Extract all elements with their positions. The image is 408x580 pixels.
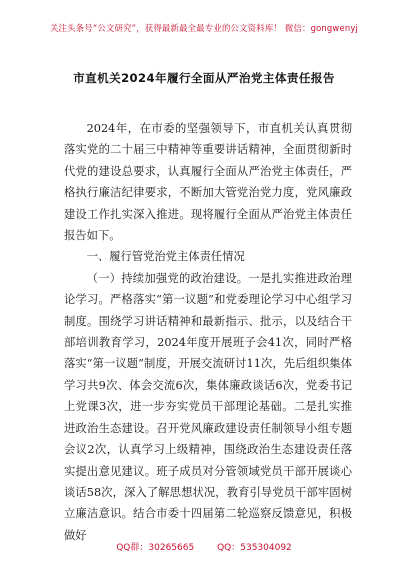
qq-contact-text: QQ：535304092 xyxy=(217,543,292,553)
qq-group-text: QQ群：30265665 xyxy=(116,543,195,553)
promo-banner: 关注头条号“公文研究”，获得最新最全最专业的公文资料库！ 微信：gongwenyj xyxy=(49,23,359,33)
document-body xyxy=(64,118,352,546)
section-heading: 一、履行管党治党主体责任情况 xyxy=(86,250,245,264)
document-title: 市直机关2024年履行全面从严治党主体责任报告 xyxy=(73,71,335,85)
section-paragraph: （一）持续加强党的政治建设。一是扎实推进政治理论学习。严格落实“第一议题”和党委理论学习中心组学习制度。围绕学习讲话精神和最新指示、批示，以及结合干部培训教育学习，2024年度开展班子会41次，同时严格落实“第一议题”制度，开展交流研讨11次，先后组织集体学习共9次、体会交流6次，集体廉政谈话6次，党委书记上党课3次，进一步夯实党员干部理论基础。二是扎实推进政治生态建设。召开党风廉政建设责任制领导小组专题会议2次，认真学习上级精神，围绕政治生态建设责任落实提出意见建议。班子成员对分管领域党员干部开展谈心谈话58次，深入了解思想状况，教育引导党员干部牢固树立廉洁意识。结合市委十四届第二轮巡察反馈意见，积极做好 xyxy=(64,271,352,542)
contact-footer xyxy=(0,540,408,553)
intro-paragraph: 2024年，在市委的坚强领导下，市直机关认真贯彻落实党的二十届三中精神等重要讲话精神，全面贯彻新时代党的建设总要求，认真履行全面从严治党主体责任，严格执行廉洁纪律要求，不断加大管党治党力度，党风廉政建设工作扎实深入推进。现将履行全面从严治党主体责任报告如下。 xyxy=(64,122,352,243)
